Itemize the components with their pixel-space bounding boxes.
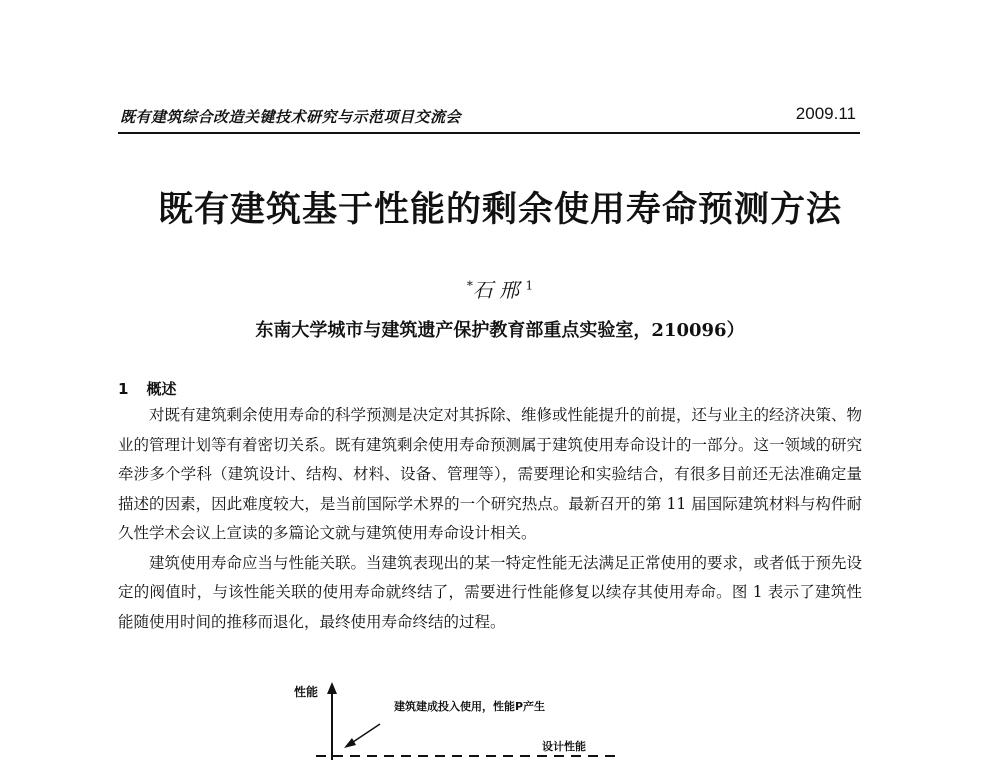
y-axis-arrowhead xyxy=(327,682,337,694)
figure-1 xyxy=(280,680,680,760)
figure-1-plot xyxy=(280,680,680,760)
body-text xyxy=(118,401,862,637)
figure-annotation: 建筑建成投入使用，性能P产生 xyxy=(394,700,546,713)
section-heading xyxy=(118,378,176,399)
author-line xyxy=(0,274,1000,303)
affiliation: 东南大学城市与建筑遗产保护教育部重点实验室，210096） xyxy=(255,320,745,341)
author-affiliation-index: 1 xyxy=(525,278,534,293)
running-header xyxy=(118,104,860,134)
figure-y-label: 性能 xyxy=(294,685,319,699)
paragraph: 建筑使用寿命应当与性能关联。当建筑表现出的某一特定性能无法满足正常使用的要求，或者低于预先设定的阀值时，与该性能关联的使用寿命就终结了，需要进行性能修复以续存其使用寿命。图 1 表示了建筑性能随使用时间的推移而退化，最终使用寿命终结的过程。 xyxy=(118,553,863,631)
design-performance-label: 设计性能 xyxy=(542,740,586,753)
paragraph: 对既有建筑剩余使用寿命的科学预测是决定对其拆除、维修或性能提升的前提，还与业主的经济决策、物业的管理计划等有着密切关系。既有建筑剩余使用寿命预测属于建筑使用寿命设计的一部分。这一领域的研究牵涉多个学科（建筑设计、结构、材料、设备、管理等），需要理论和实验结合，有很多目前还无法准确定量描述的因素，因此难度较大，是当前国际学术界的一个研究热点。最新召开的第 11 届国际建筑材料与构件耐久性学术会议上宣读的多篇论文就与建筑使用寿命设计相关。 xyxy=(118,406,863,542)
author-name: 石 邢 xyxy=(472,278,520,302)
conference-name: 既有建筑综合改造关键技术研究与示范项目交流会 xyxy=(120,108,462,126)
paper-title: 既有建筑基于性能的剩余使用寿命预测方法 xyxy=(157,190,842,230)
section-title: 概述 xyxy=(146,380,177,398)
annotation-pointer-line xyxy=(350,724,380,744)
header-date: 2009.11 xyxy=(795,104,856,123)
section-number: 1 xyxy=(118,380,129,398)
annotation-pointer-arrowhead xyxy=(344,738,356,748)
author-marker: * xyxy=(466,278,473,293)
